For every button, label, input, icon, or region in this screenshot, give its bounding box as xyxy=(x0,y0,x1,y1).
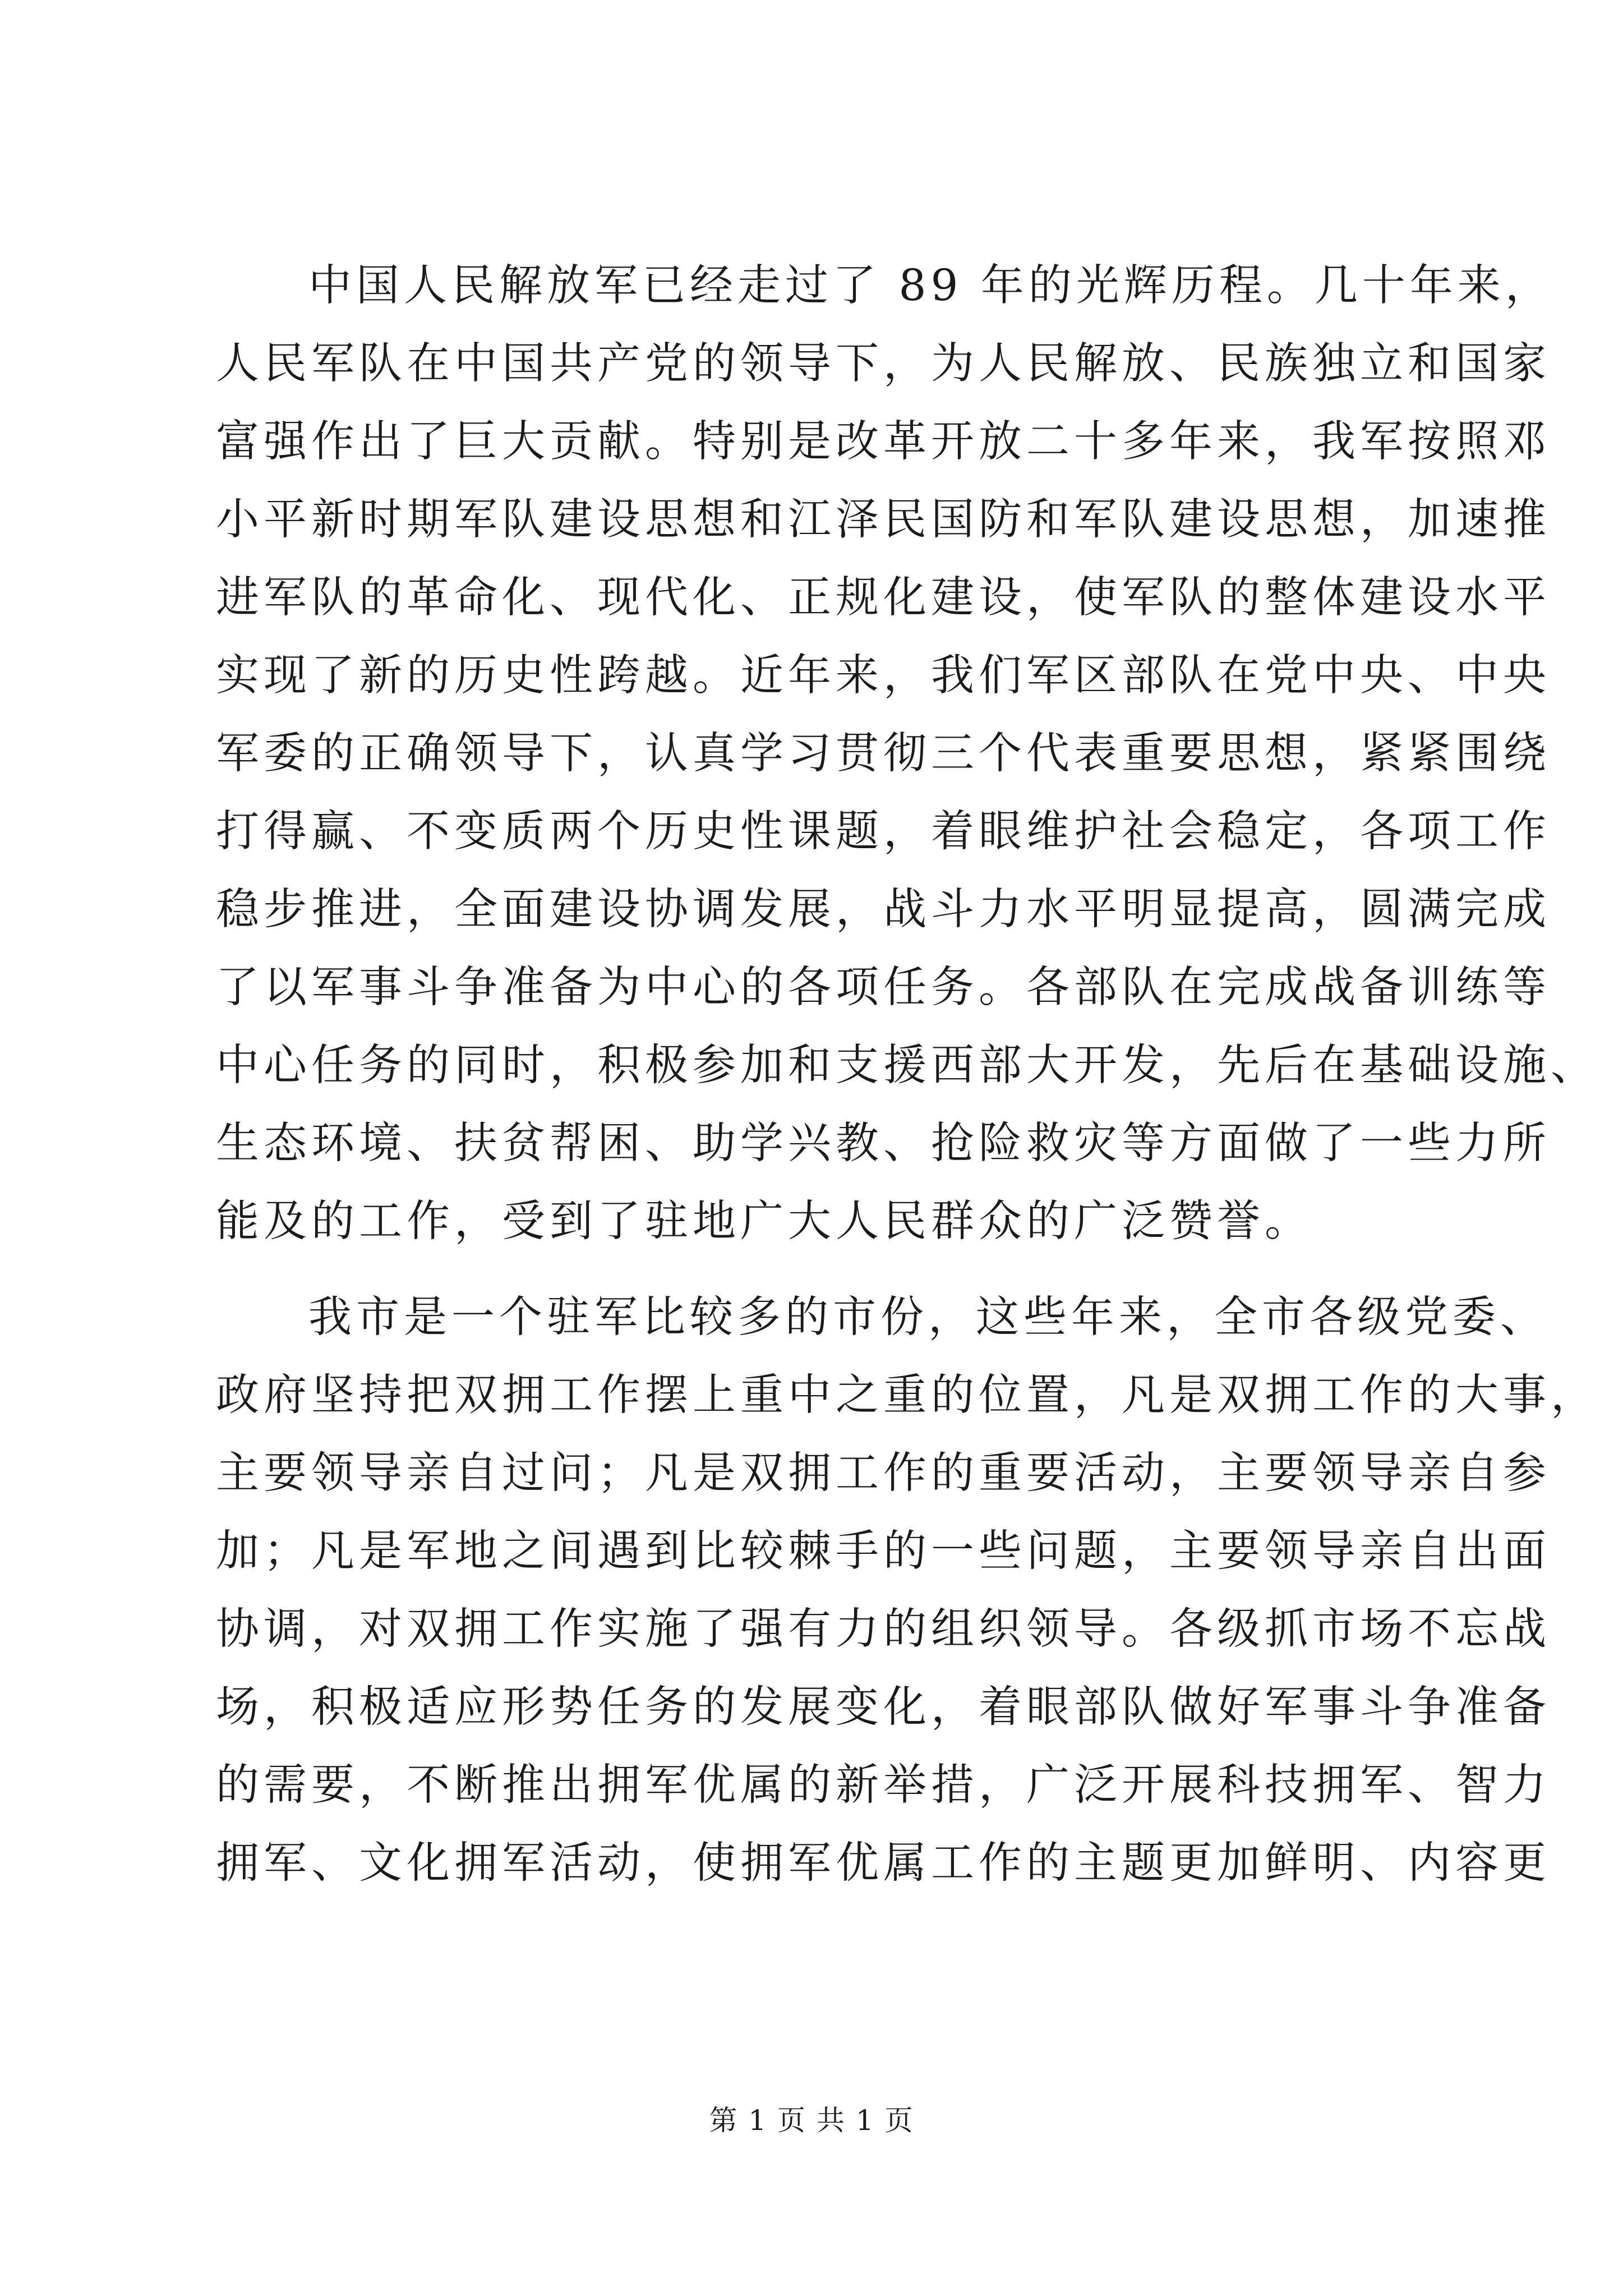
paragraph-1-line-12: 生态环境、扶贫帮困、助学兴教、抢险救灾等方面做了一些力所 xyxy=(216,1119,1551,1168)
paragraph-2-line-5: 协调，对双拥工作实施了强有力的组织领导。各级抓市场不忘战 xyxy=(216,1604,1551,1654)
paragraph-2-line-4: 加；凡是军地之间遇到比较棘手的一些问题，主要领导亲自出面 xyxy=(216,1526,1551,1576)
paragraph-1-line-7: 军委的正确领导下，认真学习贯彻三个代表重要思想，紧紧围绕 xyxy=(216,729,1551,779)
paragraph-2-line-2: 政府坚持把双拥工作摆上重中之重的位置，凡是双拥工作的大事， xyxy=(216,1370,1598,1420)
page-footer: 第 1 页 共 1 页 xyxy=(709,2104,914,2137)
paragraph-2-line-6: 场，积极适应形势任务的发展变化，着眼部队做好军事斗争准备 xyxy=(216,1682,1551,1732)
paragraph-1-line-9: 稳步推进，全面建设协调发展，战斗力水平明显提高，圆满完成 xyxy=(216,885,1551,935)
paragraph-2-line-7: 的需要，不断推出拥军优属的新举措，广泛开展科技拥军、智力 xyxy=(216,1760,1551,1810)
paragraph-1-line-5: 进军队的革命化、现代化、正规化建设，使军队的整体建设水平 xyxy=(216,573,1551,623)
paragraph-1-line-10: 了以军事斗争准备为中心的各项任务。各部队在完成战备训练等 xyxy=(216,963,1551,1013)
paragraph-1-line-6: 实现了新的历史性跨越。近年来，我们军区部队在党中央、中央 xyxy=(216,651,1551,701)
paragraph-2-line-3: 主要领导亲自过问；凡是双拥工作的重要活动，主要领导亲自参 xyxy=(216,1448,1551,1498)
paragraph-1-line-13: 能及的工作，受到了驻地广大人民群众的广泛赞誉。 xyxy=(216,1197,1312,1246)
paragraph-1-line-2: 人民军队在中国共产党的领导下，为人民解放、民族独立和国家 xyxy=(216,339,1551,389)
document-body xyxy=(216,247,1598,1902)
paragraph-1-line-4: 小平新时期军队建设思想和江泽民国防和军队建设思想，加速推 xyxy=(216,495,1551,545)
paragraph-1-line-3: 富强作出了巨大贡献。特别是改革开放二十多年来，我军按照邓 xyxy=(216,417,1551,467)
paragraph-1-line-11: 中心任务的同时，积极参加和支援西部大开发，先后在基础设施、 xyxy=(216,1041,1598,1091)
paragraph-2-line-1: 我市是一个驻军比较多的市份，这些年来，全市各级党委、 xyxy=(308,1292,1548,1342)
paragraph-2-line-8: 拥军、文化拥军活动，使拥军优属工作的主题更加鲜明、内容更 xyxy=(216,1838,1551,1888)
paragraph-1-line-8: 打得赢、不变质两个历史性课题，着眼维护社会稳定，各项工作 xyxy=(216,807,1551,857)
paragraph-1-line-1: 中国人民解放军已经走过了 89 年的光辉历程。几十年来， xyxy=(308,261,1553,311)
